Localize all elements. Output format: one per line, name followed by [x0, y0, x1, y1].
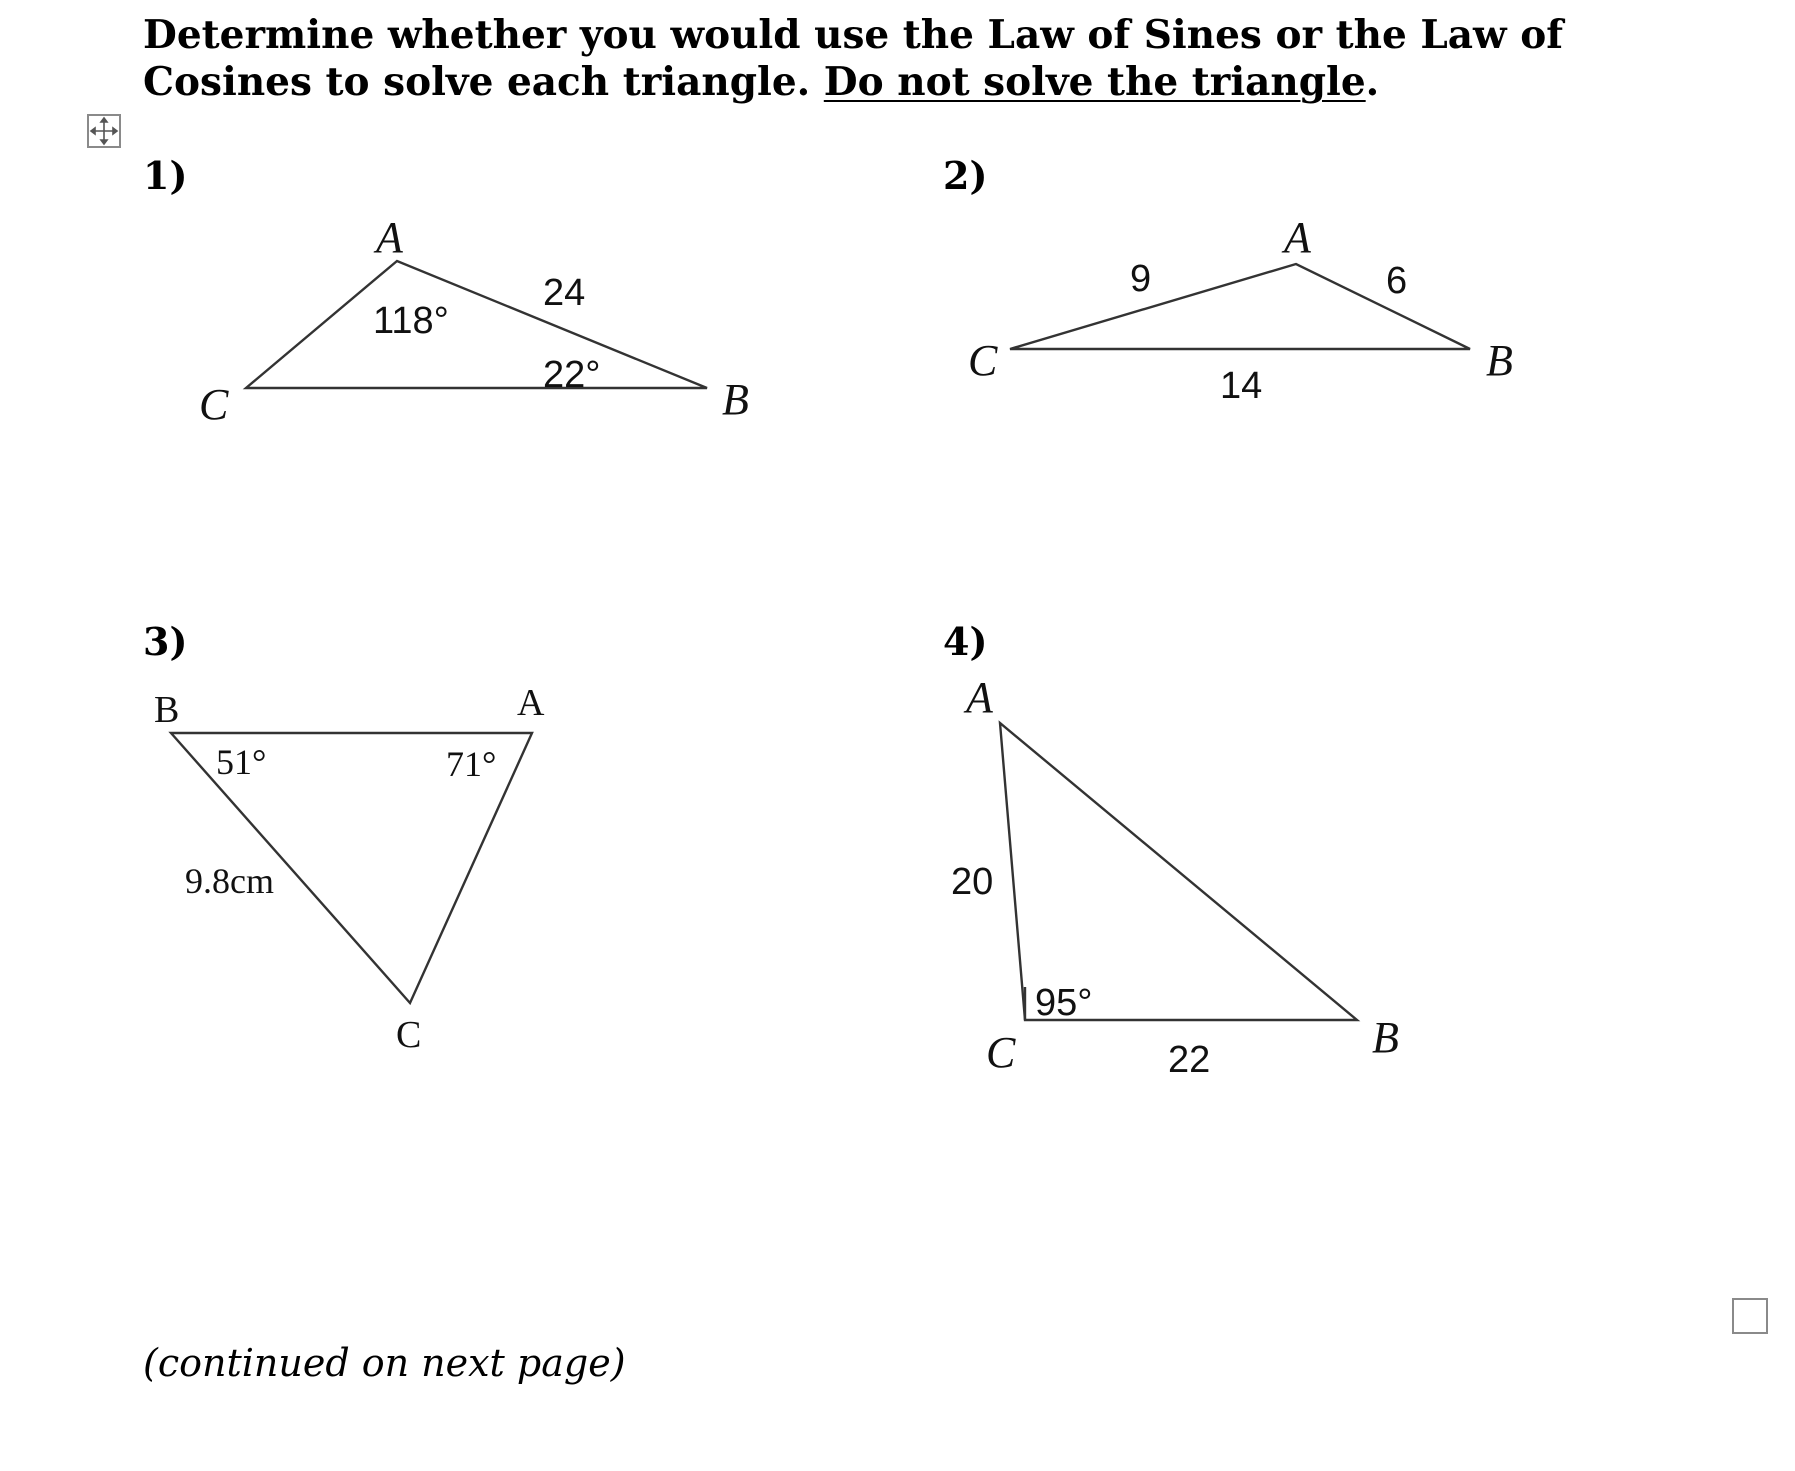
- triangle-1-shape: [246, 261, 707, 388]
- triangle-4-shape: [1000, 723, 1357, 1020]
- instructions-main: Determine whether you would use the Law of Sines or the Law of Cosines to solve each triangle.: [143, 12, 1563, 105]
- triangle-2: [968, 213, 1513, 407]
- triangle-4-side-ac: 20: [951, 861, 994, 903]
- triangle-1-vertex-a: A: [376, 213, 403, 262]
- triangle-3-angle-b: 51°: [216, 742, 267, 782]
- problem-2-number: 2): [943, 153, 988, 198]
- triangle-2-side-ab: 6: [1386, 260, 1408, 302]
- triangle-2-side-ca: 9: [1130, 258, 1152, 300]
- triangle-1-vertex-c: C: [199, 380, 229, 429]
- triangle-1-angle-a: 118°: [373, 300, 449, 342]
- triangle-4-side-cb: 22: [1168, 1039, 1211, 1081]
- triangle-2-vertex-a: A: [1284, 213, 1311, 262]
- triangle-4-angle-c: 95°: [1035, 982, 1093, 1024]
- checkbox-icon[interactable]: [1732, 1298, 1768, 1334]
- triangle-3-angle-a: 71°: [446, 744, 497, 784]
- instructions-end: .: [1365, 59, 1380, 105]
- triangle-1-angle-b: 22°: [543, 354, 601, 396]
- triangle-4-vertex-a: A: [966, 673, 993, 722]
- problem-3-number: 3): [143, 619, 188, 664]
- triangle-2-vertex-c: C: [968, 336, 998, 385]
- triangle-1-vertex-b: B: [722, 375, 749, 424]
- triangle-2-vertex-b: B: [1486, 336, 1513, 385]
- triangle-3: [154, 682, 545, 1056]
- triangle-4-vertex-c: C: [986, 1028, 1016, 1077]
- triangle-3-vertex-a: A: [517, 682, 545, 724]
- triangle-3-vertex-b: B: [154, 689, 180, 731]
- triangle-1: [199, 213, 749, 429]
- triangle-1-side-ab: 24: [543, 272, 586, 314]
- problem-4-number: 4): [943, 619, 988, 664]
- triangle-2-side-cb: 14: [1220, 365, 1263, 407]
- triangle-3-vertex-c: C: [396, 1014, 422, 1056]
- problem-1-number: 1): [143, 153, 188, 198]
- continued-note: (continued on next page): [143, 1341, 626, 1385]
- instructions-emphasis: Do not solve the triangle: [823, 59, 1366, 105]
- triangle-4-vertex-b: B: [1372, 1013, 1399, 1062]
- triangle-4: [951, 673, 1399, 1081]
- triangle-3-side-bc: 9.8cm: [185, 861, 274, 901]
